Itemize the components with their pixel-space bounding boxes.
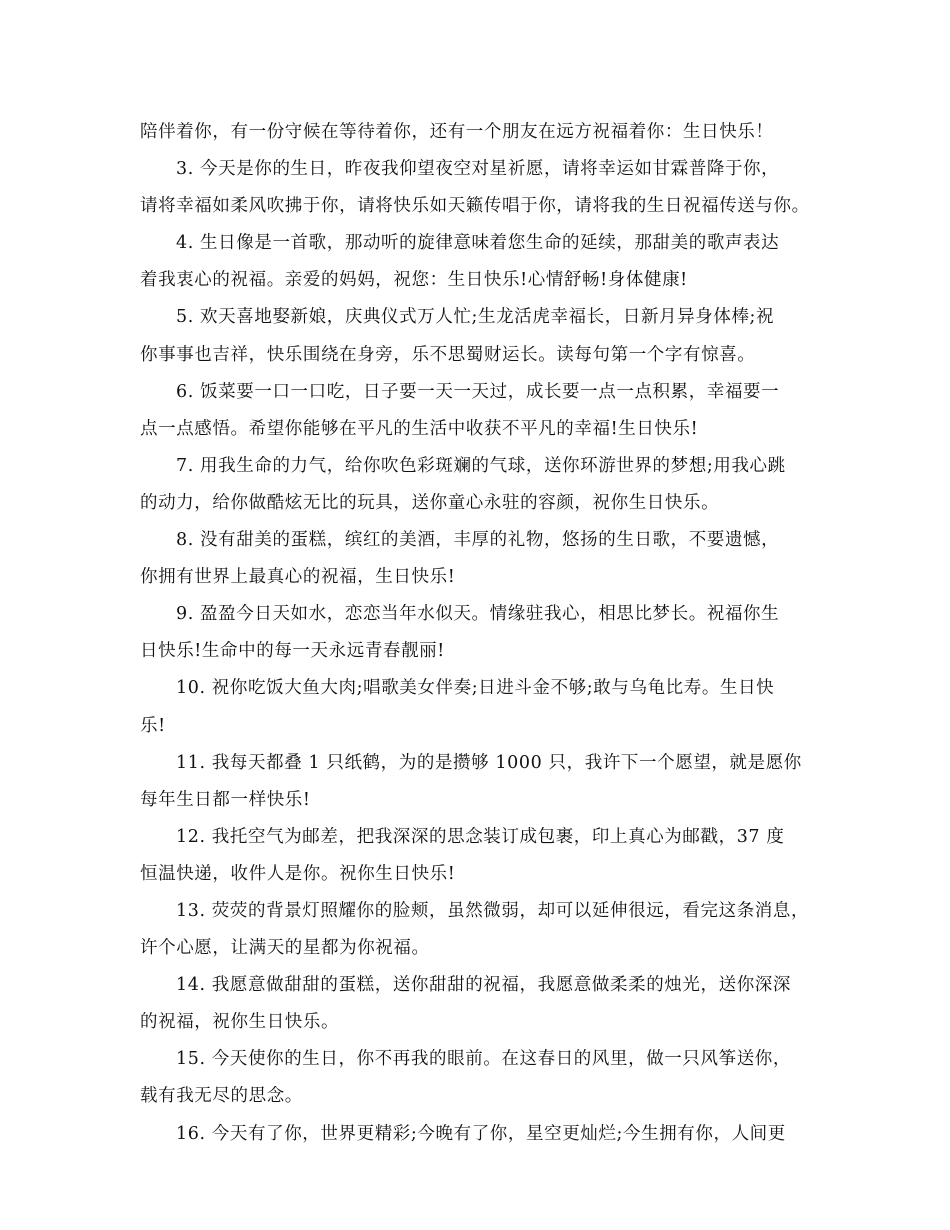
text-line: 10. 祝你吃饭大鱼大肉;唱歌美女伴奏;日进斗金不够;敢与乌龟比寿。生日快 xyxy=(176,678,775,699)
text-line: 许个心愿，让满天的星都为你祝福。 xyxy=(140,938,430,959)
text-line: 恒温快递，收件人是你。祝你生日快乐! xyxy=(140,863,456,884)
text-line: 8. 没有甜美的蛋糕，缤红的美酒，丰厚的礼物，悠扬的生日歌，不要遗憾， xyxy=(176,530,780,551)
text-line: 的祝福，祝你生日快乐。 xyxy=(140,1012,340,1033)
text-line: 4. 生日像是一首歌，那动听的旋律意味着您生命的延续，那甜美的歌声表达 xyxy=(176,233,780,254)
text-line: 6. 饭菜要一口一口吃，日子要一天一天过，成长要一点一点积累，幸福要一 xyxy=(176,381,780,402)
text-line: 7. 用我生命的力气，给你吹色彩斑斓的气球，送你环游世界的梦想;用我心跳 xyxy=(176,455,786,476)
text-line: 载有我无尽的思念。 xyxy=(140,1086,303,1107)
text-line: 3. 今天是你的生日，昨夜我仰望夜空对星祈愿，请将幸运如甘霖普降于你， xyxy=(176,159,780,180)
text-line: 15. 今天使你的生日，你不再我的眼前。在这春日的风里，做一只风筝送你， xyxy=(176,1049,791,1070)
text-line: 16. 今天有了你，世界更精彩;今晚有了你，星空更灿烂;今生拥有你，人间更 xyxy=(176,1123,786,1144)
text-line: 日快乐!生命中的每一天永远青春靓丽! xyxy=(140,641,445,662)
text-line: 乐! xyxy=(140,715,166,736)
text-line: 点一点感悟。希望你能够在平凡的生活中收获不平凡的幸福!生日快乐! xyxy=(140,418,699,439)
text-line: 13. 荧荧的背景灯照耀你的脸颊，虽然微弱，却可以延伸很远，看完这条消息， xyxy=(176,900,810,921)
text-line: 每年生日都一样快乐! xyxy=(140,789,311,810)
text-line: 你事事也吉祥，快乐围绕在身旁，乐不思蜀财运长。读每句第一个字有惊喜。 xyxy=(140,344,756,365)
document-body xyxy=(140,114,830,1153)
text-line: 5. 欢天喜地娶新娘，庆典仪式万人忙;生龙活虎幸福长，日新月异身体棒;祝 xyxy=(176,307,775,328)
text-line: 14. 我愿意做甜甜的蛋糕，送你甜甜的祝福，我愿意做柔柔的烛光，送你深深 xyxy=(176,975,791,996)
text-line: 你拥有世界上最真心的祝福，生日快乐! xyxy=(140,567,456,588)
text-line: 9. 盈盈今日天如水，恋恋当年水似天。情缘驻我心，相思比梦长。祝福你生 xyxy=(176,604,780,625)
text-line: 12. 我托空气为邮差，把我深深的思念装订成包裹，印上真心为邮戳，37 度 xyxy=(176,826,785,847)
text-line: 11. 我每天都叠 1 只纸鹤，为的是攒够 1000 只，我许下一个愿望，就是愿你 xyxy=(176,752,802,773)
text-line: 请将幸福如柔风吹拂于你，请将快乐如天籁传唱于你，请将我的生日祝福传送与你。 xyxy=(140,196,810,217)
text-line: 的动力，给你做酷炫无比的玩具，送你童心永驻的容颜，祝你生日快乐。 xyxy=(140,492,720,513)
text-line: 陪伴着你，有一份守候在等待着你，还有一个朋友在远方祝福着你：生日快乐！ xyxy=(140,122,774,142)
text-line: 着我衷心的祝福。亲爱的妈妈，祝您：生日快乐!心情舒畅!身体健康! xyxy=(140,270,688,291)
